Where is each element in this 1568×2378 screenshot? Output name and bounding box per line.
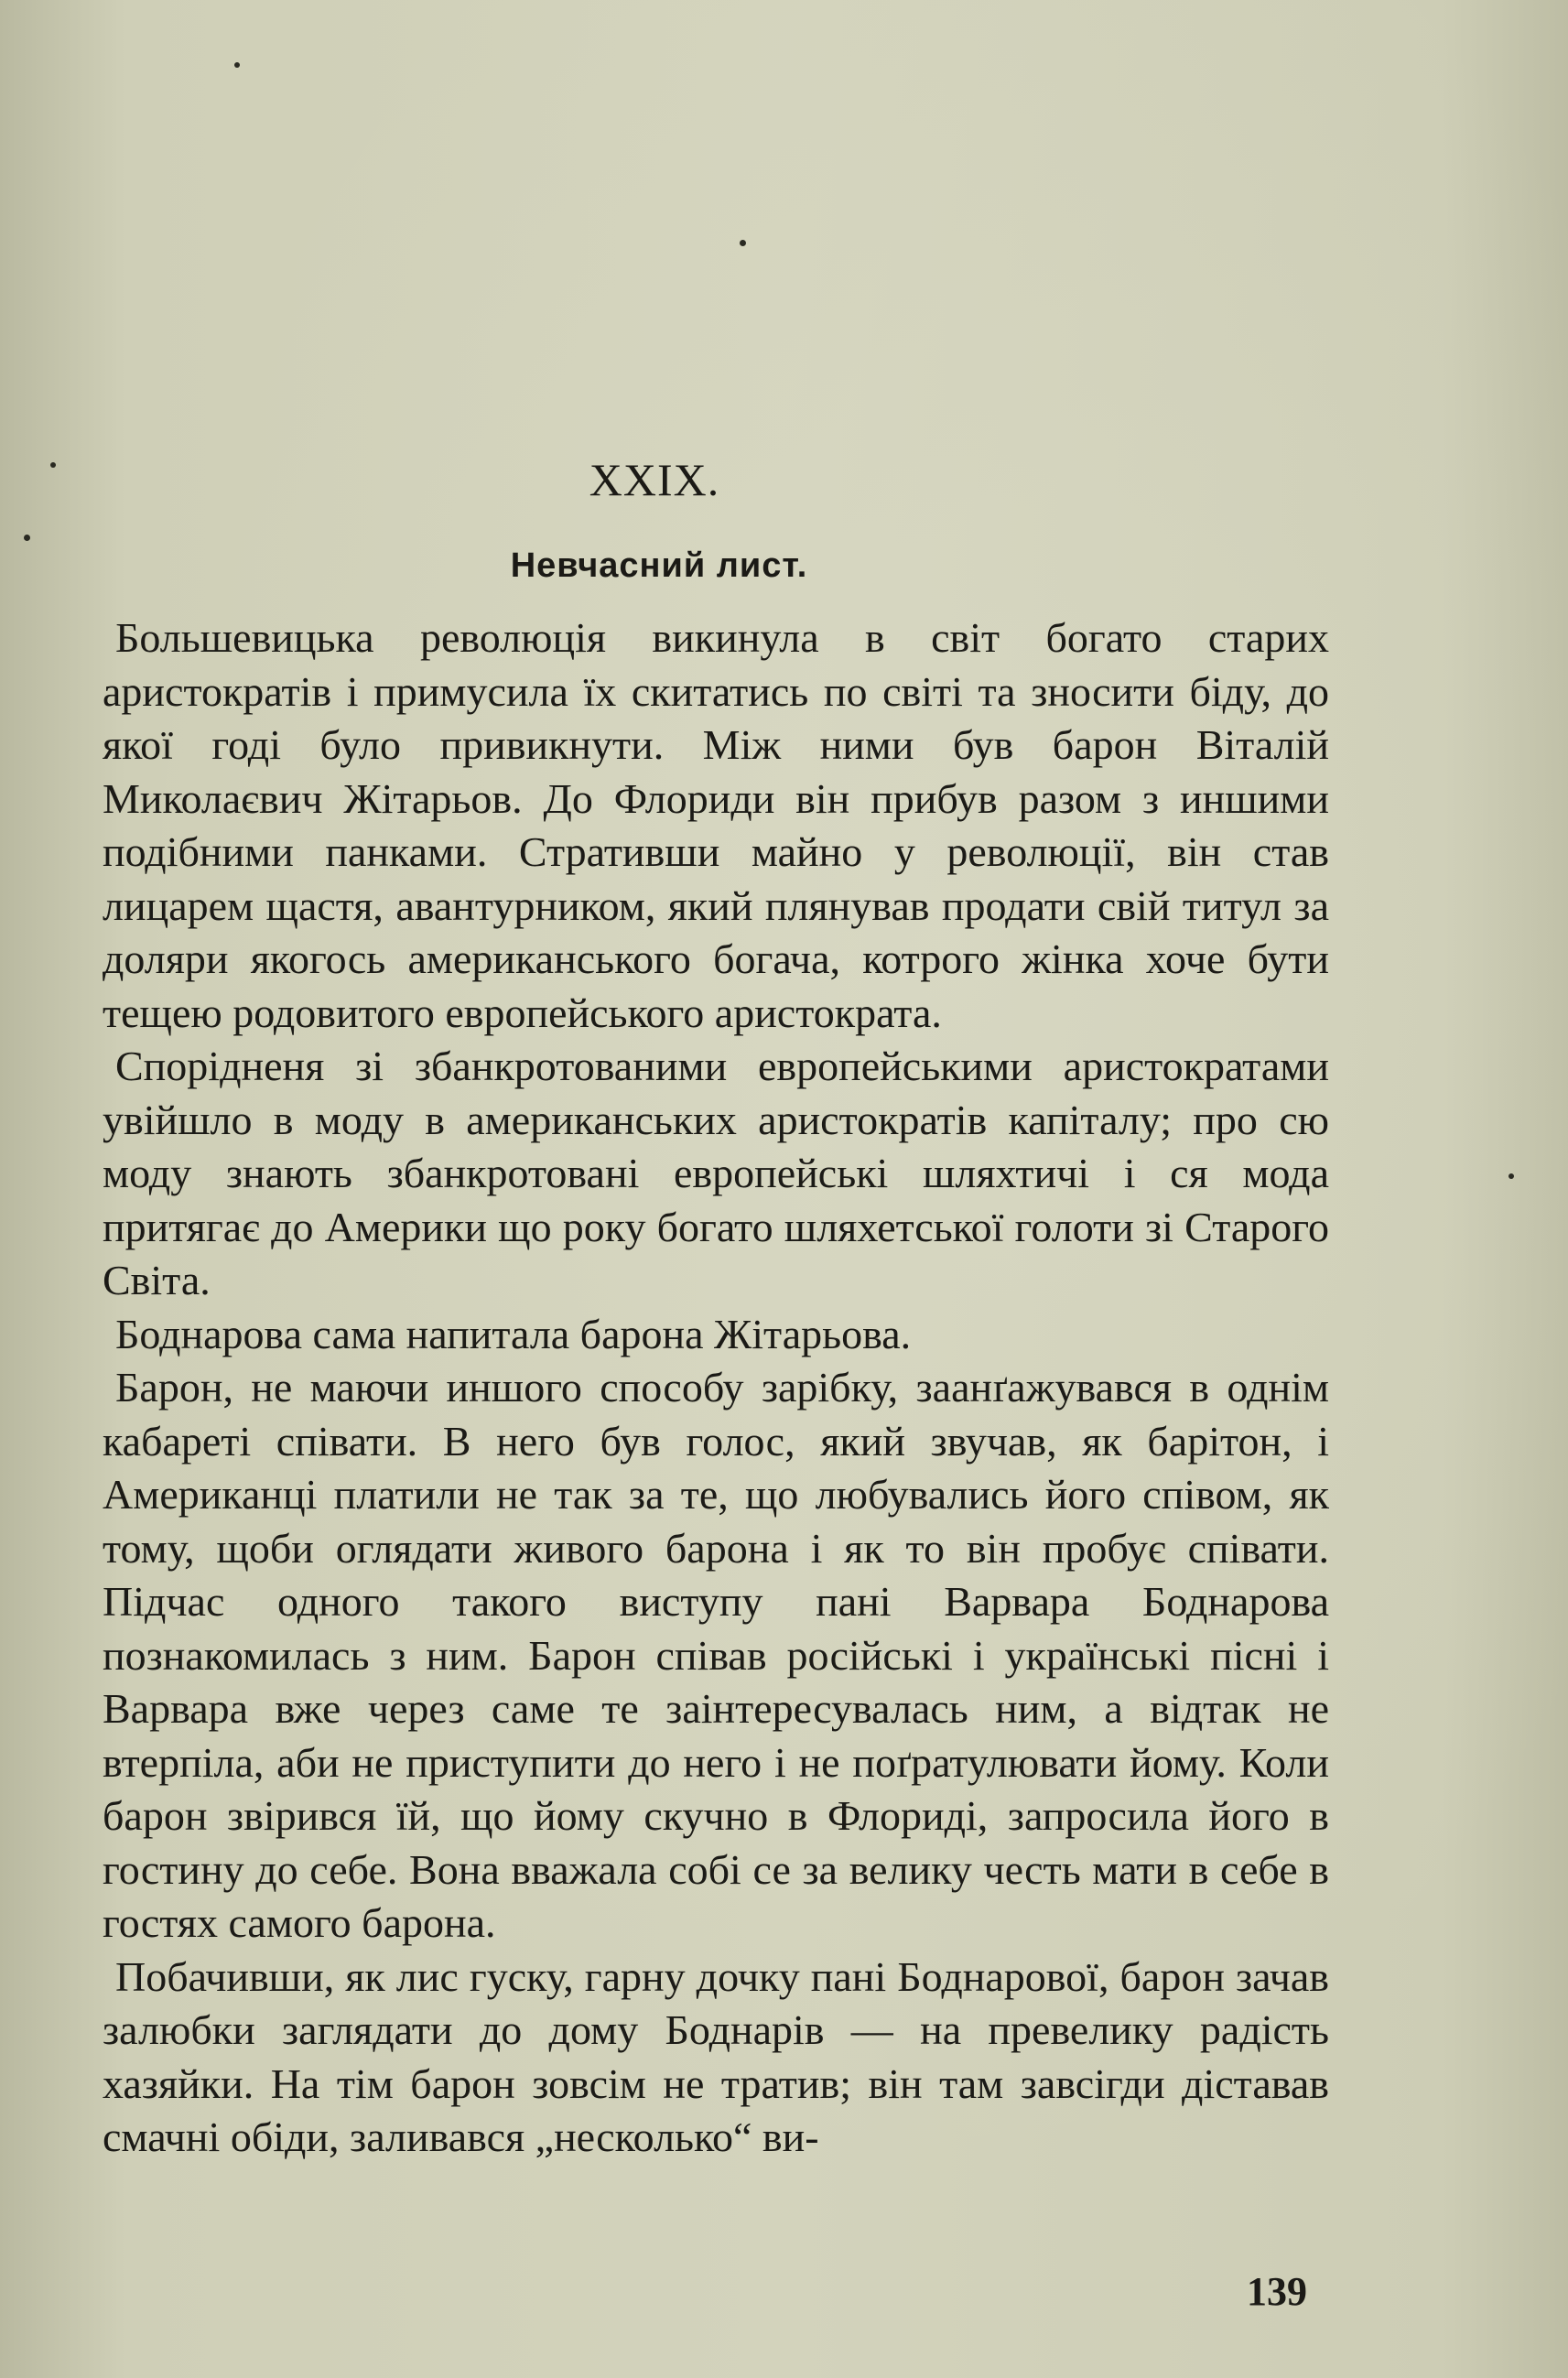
- ink-speck: [50, 462, 56, 468]
- chapter-body: [103, 611, 1329, 2165]
- paragraph: Большевицька революція викинула в світ богато старих аристократів і примусила їх скитатись по світі та зносити біду, до якої годі було привикнути. Між ними був барон Віталій Миколаєвич Жітарьов. До Флориди він прибув разом з иншими подібними панками. Стративши майно у революції, він став лицарем щастя, авантурником, який плянував продати свій титул за доляри якогось американського богача, котрого жінка хоче бути тещею родовитого европейського аристократа.: [103, 614, 1329, 1036]
- chapter-title: Невчасний лист.: [510, 546, 808, 585]
- page-number: 139: [1247, 2269, 1307, 2314]
- ink-speck: [24, 535, 30, 541]
- paragraph: Побачивши, як лис гуску, гарну дочку пані Боднарової, барон зачав залюбки заглядати до дому Боднарів — на превелику радість хазяйки. На тім барон зовсім не тратив; він там завсігди діставав смачні обіди, заливався „несколько“ ви-: [103, 1952, 1329, 2160]
- chapter-number: XXIX.: [589, 454, 720, 505]
- ink-speck: [740, 240, 746, 246]
- paragraph: Барон, не маючи иншого способу зарібку, заанґажувався в однім кабареті співати. В него був голос, який звучав, як барітон, і Американці платили не так за те, що любувались його співом, як тому, щоби оглядати живого барона і як то він пробує співати. Підчас одного такого виступу пані Варвара Боднарова познакомилась з ним. Барон співав російські і українські пісні і Варвара вже через саме те заінтересувалась ним, а відтак не втерпіла, аби не приступити до него і не поґратулювати йому. Коли барон звірився їй, що йому скучно в Флориді, запросила його в гостину до себе. Вона вважала собі се за велику честь мати в себе в гостях самого барона.: [103, 1364, 1329, 1946]
- ink-speck: [1509, 1173, 1514, 1179]
- paragraph: Боднарова сама напитала барона Жітарьова.: [115, 1310, 912, 1357]
- paragraph: Спорідненя зі збанкротованими европейськими аристократами увійшло в моду в американських аристократів капіталу; про сю моду знають збанкротовані европейські шляхтичі і ся мода притягає до Америки що року богато шляхетської голоти зі Старого Світа.: [103, 1043, 1329, 1303]
- ink-speck: [234, 62, 240, 68]
